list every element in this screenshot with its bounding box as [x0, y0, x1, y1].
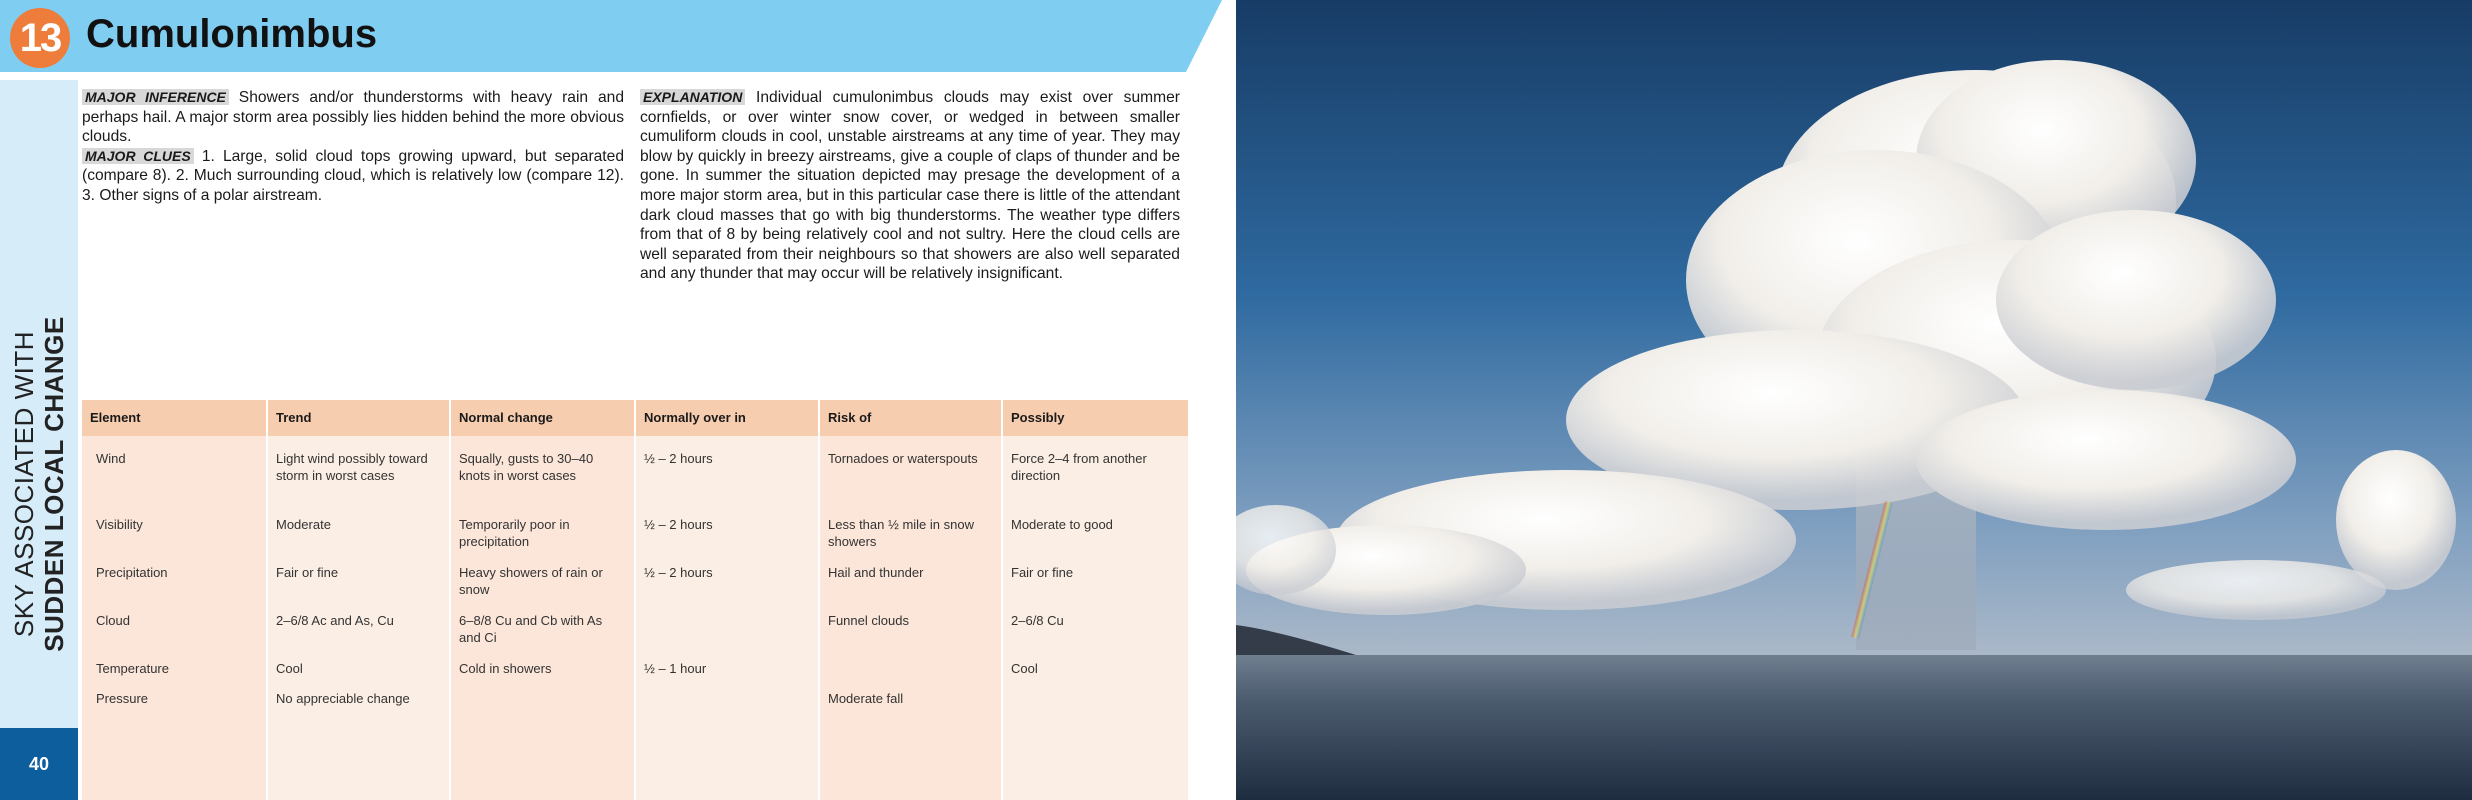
sidebar	[0, 80, 78, 728]
major-clues-text: 1. Large, solid cloud tops growing upward, but separated (compare 8). 2. Much surrounding cloud, which is relatively low (compare 12). 3. Other signs of a polar airstream.	[82, 147, 624, 204]
chapter-number-badge: 13	[10, 8, 70, 68]
table-cell: Force 2–4 from another direction	[1011, 451, 1147, 483]
table-column	[451, 400, 634, 800]
major-clues-label: MAJOR CLUES	[82, 148, 194, 164]
table-cell: Light wind possibly toward storm in worst cases	[276, 451, 428, 483]
page-number: 40	[0, 728, 78, 800]
table-column	[636, 400, 818, 800]
table-cell: Cold in showers	[459, 661, 552, 676]
table-header-cell: Trend	[268, 400, 449, 436]
table-cell: Wind	[96, 451, 126, 466]
table-cell: ½ – 1 hour	[644, 661, 707, 676]
table-header-cell: Normal change	[451, 400, 634, 436]
explanation-text: Individual cumulonimbus clouds may exist over summer cornfields, or over winter snow cover, or wedged in between smaller cumuliform clouds in cool, unstable airstreams at any time of year. They may blow by quickly in breezy airstreams, give a couple of claps of thunder and be gone. In summer the situation depicted may presage the development of a more major storm area, but in this particular case there is little of the attendant dark cloud masses that go with big thunderstorms. The weather type differs from that of 8 by being relatively cool and not sultry. Here the cloud cells are well separated from their neighbours so that showers are also well separated and any thunder that may occur will be relatively insignificant.	[640, 89, 1180, 283]
table-column	[1003, 400, 1188, 800]
section-label-line1: SKY ASSOCIATED WITH	[9, 330, 39, 638]
table-cell: ½ – 2 hours	[644, 517, 713, 532]
table-cell: Squally, gusts to 30–40 knots in worst cases	[459, 451, 594, 483]
table-cell: Tornadoes or waterspouts	[828, 451, 978, 466]
text-column-right	[640, 88, 1180, 284]
table-cell: Cloud	[96, 613, 130, 628]
table-column	[82, 400, 266, 800]
explanation-label: EXPLANATION	[640, 89, 745, 105]
table-header-cell: Element	[82, 400, 266, 436]
table-cell: Moderate fall	[828, 691, 904, 706]
table-cell: Temporarily poor in precipitation	[459, 517, 570, 549]
table-cell: No appreciable change	[276, 691, 410, 706]
table-header-cell: Possibly	[1003, 400, 1188, 436]
table-cell: Fair or fine	[1011, 565, 1074, 580]
table-column	[820, 400, 1001, 800]
table-cell: Fair or fine	[276, 565, 339, 580]
table-header-cell: Normally over in	[636, 400, 818, 436]
section-label	[9, 316, 69, 651]
table-header-cell: Risk of	[820, 400, 1001, 436]
table-cell: Pressure	[96, 691, 149, 706]
table-cell: 2–6/8 Ac and As, Cu	[276, 613, 394, 628]
table-cell: Hail and thunder	[828, 565, 924, 580]
table-cell: ½ – 2 hours	[644, 451, 713, 466]
table-cell: ½ – 2 hours	[644, 565, 713, 580]
table-cell: Cool	[1011, 661, 1038, 676]
table-cell: Heavy showers of rain or snow	[459, 565, 603, 597]
table-cell: 2–6/8 Cu	[1011, 613, 1064, 628]
table-cell: Cool	[276, 661, 303, 676]
weather-table	[82, 400, 1178, 800]
table-cell: Moderate	[276, 517, 331, 532]
table-cell: Precipitation	[96, 565, 168, 580]
table-cell: Visibility	[96, 517, 143, 532]
text-column-left	[82, 88, 624, 206]
page-title: Cumulonimbus	[86, 12, 378, 56]
table-cell: 6–8/8 Cu and Cb with As and Ci	[459, 613, 603, 645]
table-cell: Temperature	[96, 661, 169, 676]
table-cell: Funnel clouds	[828, 613, 909, 628]
major-inference-text: Showers and/or thunderstorms with heavy rain and perhaps hail. A major storm area possibly lies hidden behind the more obvious clouds.	[82, 89, 624, 146]
table-cell: Less than ½ mile in snow showers	[828, 517, 974, 549]
table-cell: Moderate to good	[1011, 517, 1113, 532]
section-label-line2: SUDDEN LOCAL CHANGE	[39, 316, 69, 652]
table-column	[268, 400, 449, 800]
major-inference-label: MAJOR INFERENCE	[82, 89, 229, 105]
cumulonimbus-photo	[1236, 0, 2472, 800]
